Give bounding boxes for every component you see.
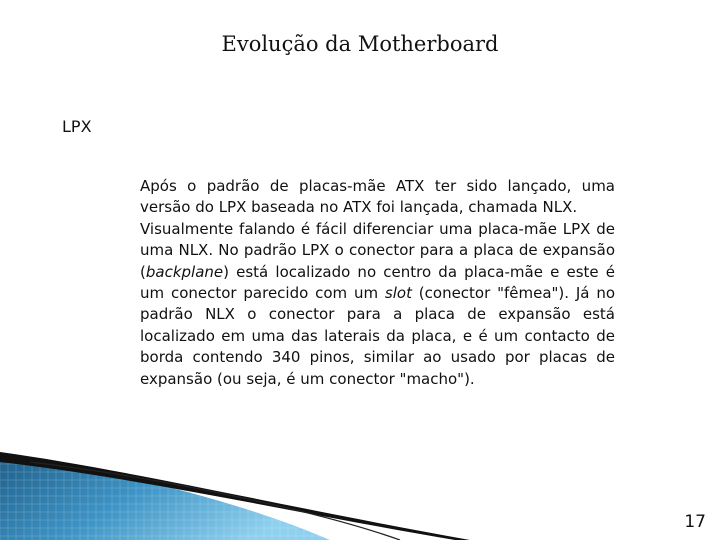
thin-stripe-shape [30, 462, 400, 540]
blue-sweep-shape [0, 455, 330, 540]
paragraph-2-text: ) está localizado no centro da placa-mãe e este é um conector parecido com um [140, 262, 615, 303]
slot-term: slot [384, 284, 412, 303]
paragraph-1: Após o padrão de placas-mãe ATX ter sido lançado, uma versão do LPX baseada no ATX foi lançada, chamada NLX. [140, 177, 615, 217]
dark-stripe-shape [0, 452, 470, 540]
page-number: 17 [684, 512, 706, 532]
paragraph-2-text: Visualmente falando é fácil diferenciar uma placa-mãe LPX de uma NLX. No padrão LPX o conector para a placa de expansão ( [140, 219, 615, 281]
slide-title: Evolução da Motherboard [221, 32, 499, 56]
backplane-term: backplane [145, 262, 224, 281]
paragraph-2-text: (conector "fêmea"). Já no padrão NLX o conector para a placa de expansão está localizado em uma das laterais da placa, e é um contacto de borda contendo 340 pinos, similar ao usado por placas de expansão (ou seja, é um conector "macho"). [140, 284, 616, 388]
paragraph-2 [140, 219, 615, 390]
section-label: LPX [62, 117, 92, 136]
body-text [140, 176, 615, 390]
